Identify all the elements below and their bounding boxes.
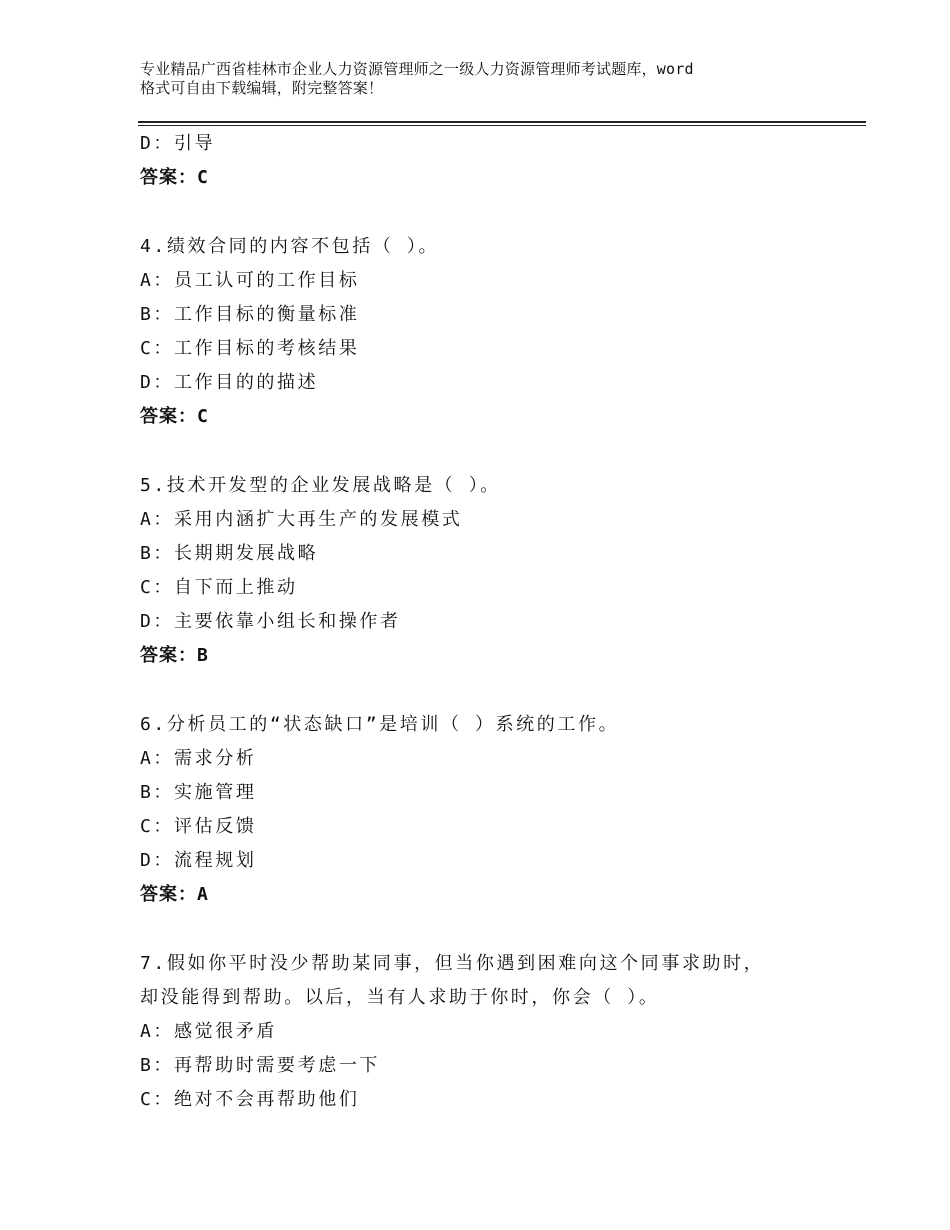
option-b: B：再帮助时需要考虑一下: [140, 1055, 381, 1076]
question-stem: 5.技术开发型的企业发展战略是（ ）。: [140, 475, 501, 496]
question-stem-line-2: 却没能得到帮助。以后，当有人求助于你时，你会（ ）。: [140, 987, 660, 1008]
header-line-1: 专业精品广西省桂林市企业人力资源管理师之一级人力资源管理师考试题库，word: [140, 60, 694, 78]
section-gap: [140, 434, 860, 469]
option-a: A：采用内涵扩大再生产的发展模式: [140, 509, 463, 530]
option-d: D：流程规划: [140, 850, 257, 871]
question-stem: 4.绩效合同的内容不包括（ ）。: [140, 236, 440, 257]
option-d: D：主要依靠小组长和操作者: [140, 611, 401, 632]
question-stem: 6.分析员工的“状态缺口”是培训（ ）系统的工作。: [140, 714, 620, 735]
answer: 答案：A: [140, 884, 209, 905]
option-c: C：工作目标的考核结果: [140, 338, 360, 359]
answer: 答案：C: [140, 406, 209, 427]
document-body: [140, 127, 860, 1117]
answer: 答案：B: [140, 645, 209, 666]
question-6: [140, 708, 860, 912]
section-gap: [140, 195, 860, 230]
section-gap: [140, 912, 860, 947]
option-b: B：实施管理: [140, 782, 257, 803]
header-divider-thick: [138, 121, 866, 123]
question-4: [140, 230, 860, 434]
option-c: C：评估反馈: [140, 816, 257, 837]
option-c: C：自下而上推动: [140, 577, 298, 598]
header-line-2: 格式可自由下载编辑，附完整答案！: [140, 79, 384, 97]
page-header: [140, 60, 840, 98]
option-a: A：需求分析: [140, 748, 257, 769]
prev-option-d: D：引导: [140, 133, 216, 154]
prev-answer: 答案：C: [140, 167, 209, 188]
section-gap: [140, 673, 860, 708]
option-a: A：员工认可的工作目标: [140, 270, 360, 291]
option-d: D：工作目的的描述: [140, 372, 319, 393]
header-divider-thin: [138, 125, 866, 126]
option-a: A：感觉很矛盾: [140, 1021, 278, 1042]
option-b: B：工作目标的衡量标准: [140, 304, 360, 325]
question-5: [140, 469, 860, 673]
question-stem-line-1: 7.假如你平时没少帮助某同事，但当你遇到困难向这个同事求助时，: [140, 953, 765, 974]
option-b: B：长期期发展战略: [140, 543, 319, 564]
option-c: C：绝对不会再帮助他们: [140, 1089, 360, 1110]
question-7: [140, 947, 860, 1117]
